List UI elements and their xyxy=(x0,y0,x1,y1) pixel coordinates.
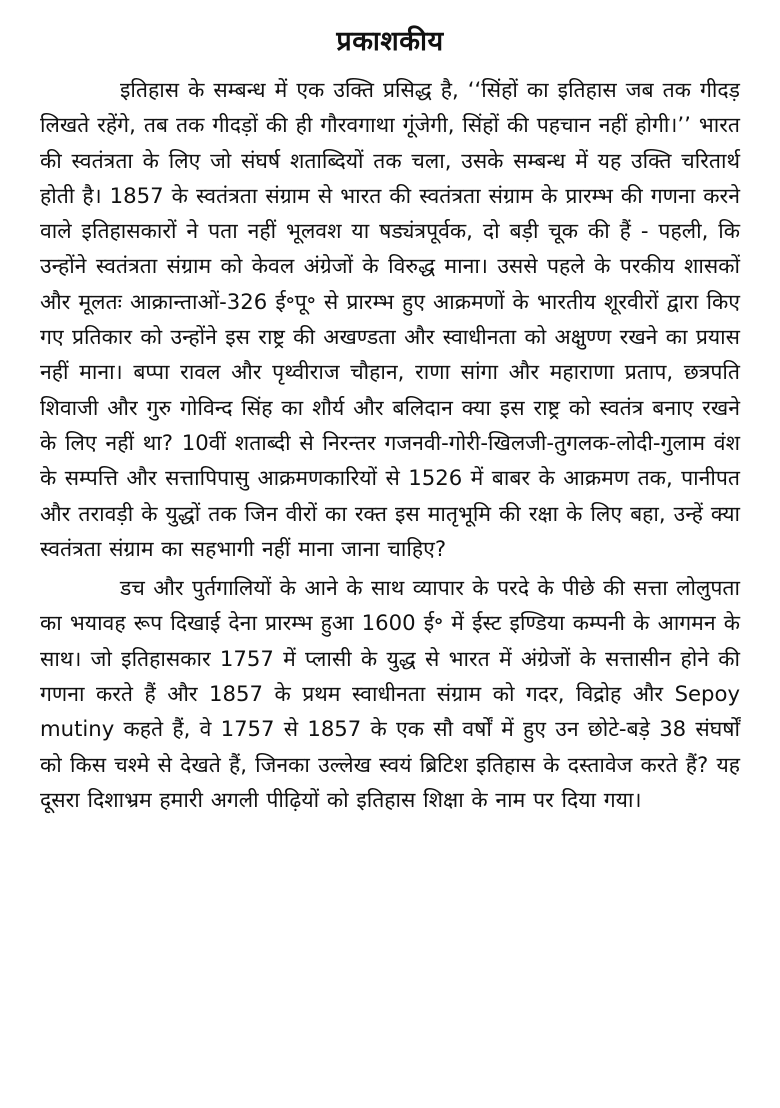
paragraph-1: इतिहास के सम्बन्ध में एक उक्ति प्रसिद्ध है, ‘‘सिंहों का इतिहास जब तक गीदड़ लिखते रहेंगे, तब तक गीदड़ों की ही गौरवगाथा गूंजेगी, सिंहों की पहचान नहीं होगी।’’ भारत की स्वतंत्रता के लिए जो संघर्ष शताब्दियों तक चला, उसके सम्बन्ध में यह उक्ति चरितार्थ होती है। 1857 के स्वतंत्रता संग्राम से भारत की स्वतंत्रता संग्राम के प्रारम्भ की गणना करने वाले इतिहासकारों ने पता नहीं भूलवश या षड्यंत्रपूर्वक, दो बड़ी चूक की हैं - पहली, कि उन्होंने स्वतंत्रता संग्राम को केवल अंग्रेजों के विरुद्ध माना। उससे पहले के परकीय शासकों और मूलतः आक्रान्ताओं-326 ई॰पू॰ से प्रारम्भ हुए आक्रमणों के भारतीय शूरवीरों द्वारा किए गए प्रतिकार को उन्होंने इस राष्ट्र की अखण्डता और स्वाधीनता को अक्षुण्ण रखने का प्रयास नहीं माना। बप्पा रावल और पृथ्वीराज चौहान, राणा सांगा और महाराणा प्रताप, छत्रपति शिवाजी और गुरु गोविन्द सिंह का शौर्य और बलिदान क्या इस राष्ट्र को स्वतंत्र बनाए रखने के लिए नहीं था? 10वीं शताब्दी से निरन्तर गजनवी-गोरी-खिलजी-तुगलक-लोदी-गुलाम वंश के सम्पत्ति और सत्तापिपासु आक्रमणकारियों से 1526 में बाबर के आक्रमण तक, पानीपत और तरावड़ी के युद्धों तक जिन वीरों का रक्त इस मातृभूमि की रक्षा के लिए बहा, उन्हें क्या स्वतंत्रता संग्राम का सहभागी नहीं माना जाना चाहिए? xyxy=(40,77,740,561)
document-page xyxy=(40,22,740,817)
paragraph-2: डच और पुर्तगालियों के आने के साथ व्यापार के परदे के पीछे की सत्ता लोलुपता का भयावह रूप दिखाई देना प्रारम्भ हुआ 1600 ई॰ में ईस्ट इण्डिया कम्पनी के आगमन के साथ। जो इतिहासकार 1757 में प्लासी के युद्ध से भारत में अंग्रेजों के सत्तासीन होने की गणना करते हैं और 1857 के प्रथम स्वाधीनता संग्राम को गदर, विद्रोह और Sepoy mutiny कहते हैं, वे 1757 से 1857 के एक सौ वर्षों में हुए उन छोटे-बड़े 38 संघर्षों को किस चश्मे से देखते हैं, जिनका उल्लेख स्वयं ब्रिटिश इतिहास के दस्तावेज करते हैं? यह दूसरा दिशाभ्रम हमारी अगली पीढ़ियों को इतिहास शिक्षा के नाम पर दिया गया। xyxy=(40,575,740,812)
page-title: प्रकाशकीय xyxy=(336,26,444,57)
